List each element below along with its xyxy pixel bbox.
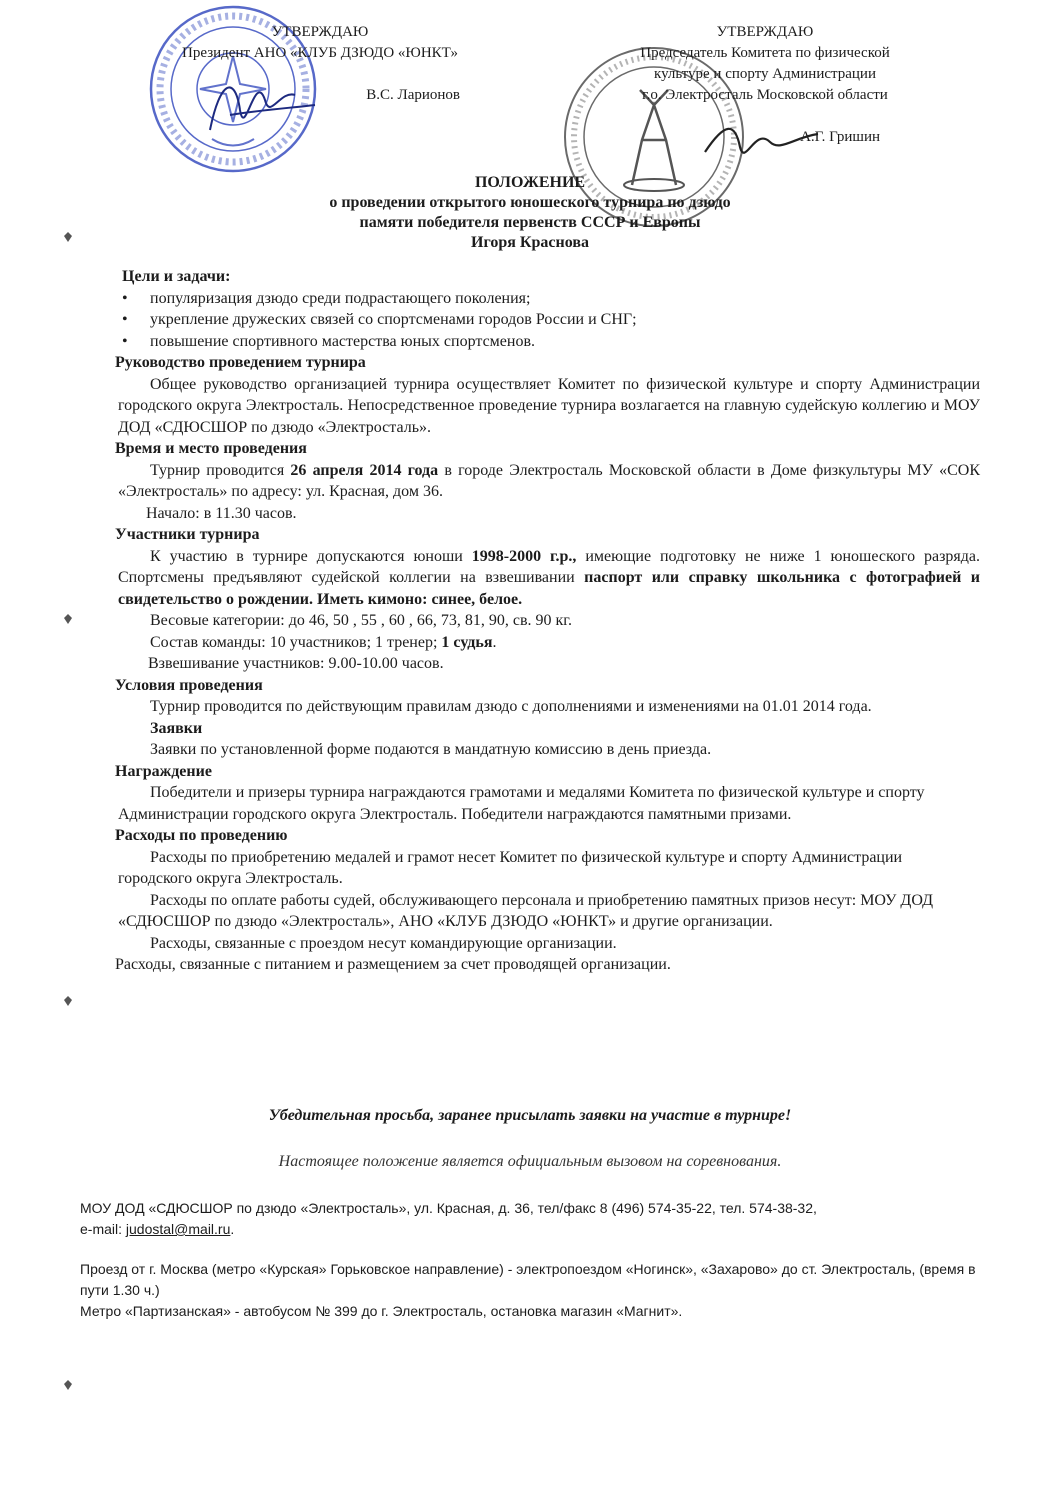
- text-fragment: имеющие подготовку не ниже 1 юношеского разряда. Спортсмены предъявляют судейской коллегии на взвешивании: [118, 547, 981, 586]
- birth-years: 1998-2000 г.р.,: [471, 547, 577, 565]
- section-heading-time-place: Время и место проведения: [115, 440, 307, 457]
- section-heading-conditions: Условия проведения: [115, 676, 263, 694]
- text-fragment: Состав команды: 10 участников; 1 тренер;: [150, 633, 442, 651]
- title-line: ПОЛОЖЕНИЕ: [474, 174, 586, 191]
- appeal-text: Убедительная просьба, заранее присылать заявки на участие в турнире!: [268, 1107, 792, 1124]
- expenses-text: Расходы по оплате работы судей, обслуживающего персонала и приобретению памятных призов несут: МОУ ДОД «СДЮСШОР по дзюдо «Электросталь», АНО «КЛУБ ДЗЮДО «ЮНКТ» и другие организации.: [118, 891, 933, 930]
- email-label: e-mail:: [80, 1221, 126, 1237]
- title-line: о проведении открытого юношеского турнира по дзюдо: [329, 194, 731, 211]
- contact-address: МОУ ДОД «СДЮСШОР по дзюдо «Электросталь», ул. Красная, д. 36, тел/факс 8 (496) 574-35-22, тел. 574-38-32,: [80, 1200, 817, 1216]
- text-fragment: Турнир проводится: [150, 461, 291, 479]
- required-documents: паспорт или справку школьника с фотографией и свидетельство о рождении. Иметь кимоно: синее, белое.: [118, 569, 981, 608]
- expenses-text: Расходы, связанные с питанием и размещением за счет проводящей организации.: [115, 956, 671, 973]
- approval-heading: УТВЕРЖДАЮ: [271, 24, 369, 40]
- approval-heading: УТВЕРЖДАЮ: [716, 24, 814, 40]
- title-line: Игоря Краснова: [471, 234, 589, 251]
- event-date: 26 апреля 2014 года: [290, 461, 439, 479]
- section-heading-management: Руководство проведением турнира: [115, 354, 366, 371]
- approval-signer: В.С. Ларионов: [366, 87, 460, 103]
- text-fragment: К участию в турнире допускаются юноши: [150, 547, 472, 565]
- section-heading-goals: Цели и задачи:: [122, 268, 231, 285]
- referee-count: 1 судья: [441, 633, 493, 651]
- approval-position: г.о. Электросталь Московской области: [642, 87, 888, 103]
- applications-text: Заявки по установленной форме подаются в мандатную комиссию в день приезда.: [150, 741, 712, 758]
- approval-block-left: [140, 22, 500, 106]
- approval-signer: А.Г. Гришин: [800, 129, 880, 145]
- approval-position: культуре и спорту Администрации: [654, 66, 876, 82]
- text-fragment: .: [230, 1221, 235, 1237]
- weight-categories: Весовые категории: до 46, 50 , 55 , 60 , 66, 73, 81, 90, св. 90 кг.: [150, 612, 573, 629]
- management-text: Общее руководство организацией турнира осуществляет Комитет по физической культуре и спорту Администрации городского округа Электросталь. Непосредственное проведение турнира возлагается на главную судейскую коллегию и МОУ ДОД «СДЮСШОР по дзюдо «Электросталь».: [118, 375, 980, 436]
- section-heading-awards: Награждение: [115, 762, 212, 780]
- contact-info: [80, 1198, 980, 1240]
- expenses-text: Расходы по приобретению медалей и грамот несет Комитет по физической культуре и спорту Администрации городского округа Электросталь.: [118, 848, 903, 887]
- punch-hole-mark: [64, 1380, 72, 1390]
- start-time: Начало: в 11.30 часов.: [146, 504, 297, 522]
- list-item: • повышение спортивного мастерства юных спортсменов.: [118, 331, 980, 353]
- goals-list: [118, 288, 980, 353]
- directions-line: Проезд от г. Москва (метро «Курская» Горьковское направление) - электропоездом «Ногинск», «Захарово» до ст. Электросталь, (время в пути 1.30 ч.): [80, 1261, 976, 1298]
- document-title: [0, 173, 1060, 253]
- participants-text: [118, 546, 980, 611]
- email-link[interactable]: judostal@mail.ru: [125, 1221, 231, 1237]
- punch-hole-mark: [64, 614, 72, 624]
- conditions-text: Турнир проводится по действующим правилам дзюдо с дополнениями и изменениями на 01.01 2014 года.: [150, 698, 872, 715]
- text-fragment: .: [492, 633, 497, 651]
- directions-line: Метро «Партизанская» - автобусом № 399 до г. Электросталь, остановка магазин «Магнит».: [80, 1303, 683, 1319]
- weighing-time: Взвешивание участников: 9.00-10.00 часов.: [148, 655, 444, 672]
- awards-text: Победители и призеры турнира награждаются грамотами и медалями Комитета по физической культуре и спорту Администрации городского округа Электросталь. Победители награждаются памятными призами.: [118, 784, 925, 823]
- section-heading-participants: Участники турнира: [115, 526, 260, 543]
- expenses-text: Расходы, связанные с проездом несут командирующие организации.: [150, 934, 617, 952]
- directions: [80, 1259, 980, 1322]
- section-heading-expenses: Расходы по проведению: [115, 827, 288, 844]
- text-fragment: в городе Электросталь Московской области в Доме физкультуры МУ «СОК «Электросталь» по адресу: ул. Красная, дом 36.: [118, 461, 981, 500]
- approval-position: Президент АНО «КЛУБ ДЗЮДО «ЮНКТ»: [182, 45, 458, 61]
- document-body: [115, 266, 981, 976]
- punch-hole-mark: [64, 232, 72, 242]
- official-notice: Настоящее положение является официальным вызовом на соревнования.: [278, 1153, 782, 1170]
- approval-block-right: [600, 22, 930, 148]
- title-line: памяти победителя первенств СССР и Европы: [359, 214, 701, 231]
- punch-hole-mark: [64, 996, 72, 1006]
- list-item: • популяризация дзюдо среди подрастающего поколения;: [118, 288, 980, 310]
- list-item: • укрепление дружеских связей со спортсменами городов России и СНГ;: [118, 309, 980, 331]
- team-composition: [118, 632, 980, 654]
- time-place-text: [118, 460, 980, 503]
- approval-position: Председатель Комитета по физической: [640, 45, 890, 61]
- section-heading-applications: Заявки: [150, 719, 203, 737]
